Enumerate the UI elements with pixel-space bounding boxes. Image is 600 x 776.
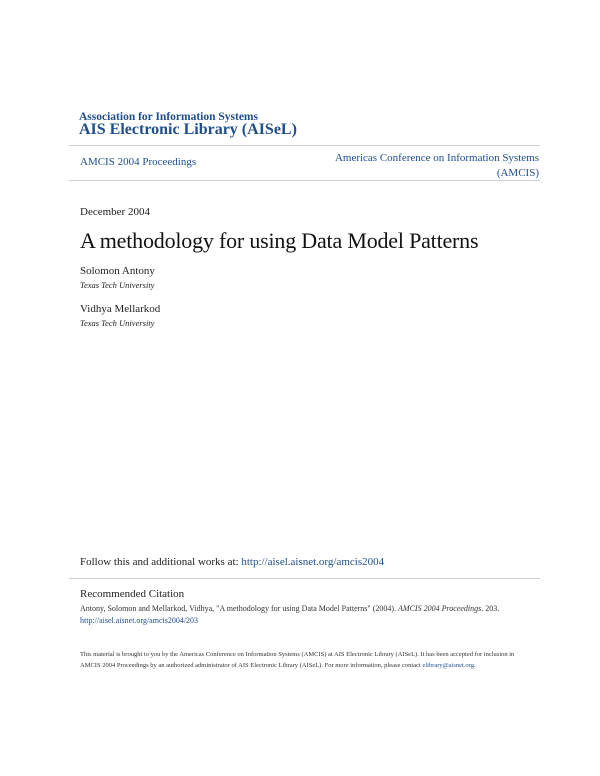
conference-name[interactable]: Americas Conference on Information Systems [334,152,539,164]
follow-text: Follow this and additional works at: [80,556,242,568]
follow-line [80,556,384,568]
citation-heading: Recommended Citation [80,588,185,600]
author-affiliation: Texas Tech University [80,280,155,290]
author-name: Solomon Antony [80,265,155,277]
library-name[interactable]: AIS Electronic Library (AISeL) [79,121,297,138]
proceedings-link[interactable]: AMCIS 2004 Proceedings [80,156,197,168]
conference-link[interactable] [279,151,539,181]
author-name: Vidhya Mellarkod [80,303,161,315]
contact-email-link[interactable]: elibrary@aisnet.org [422,661,474,669]
publication-date: December 2004 [80,206,150,218]
citation-number: . 203. [481,604,500,613]
availability-notice [80,650,530,671]
series-divider [69,180,540,181]
citation-venue: AMCIS 2004 Proceedings [398,604,482,613]
citation-text [80,603,499,627]
citation-divider [69,578,540,579]
author-affiliation: Texas Tech University [80,318,155,328]
header-divider [69,145,540,146]
notice-text: This material is brought to you by the Americas Conference on Information Systems (AMCIS) at AIS Electronic Library (AISeL). It has been accepted for inclusion in AMCIS 2004 Proceedings by an authorized administrator of AIS Electronic Library (AISeL). For more information, please contact [80,651,515,669]
notice-end: . [473,661,476,669]
citation-link[interactable]: http://aisel.aisnet.org/amcis2004/203 [80,616,199,625]
paper-title: A methodology for using Data Model Patterns [80,228,479,253]
organization-name[interactable]: Association for Information Systems [79,111,258,123]
conference-acronym[interactable]: (AMCIS) [496,167,539,179]
citation-body: Antony, Solomon and Mellarkod, Vidhya, "A methodology for using Data Model Patterns" (2004). [80,604,399,613]
collection-link[interactable]: http://aisel.aisnet.org/amcis2004 [241,556,385,568]
